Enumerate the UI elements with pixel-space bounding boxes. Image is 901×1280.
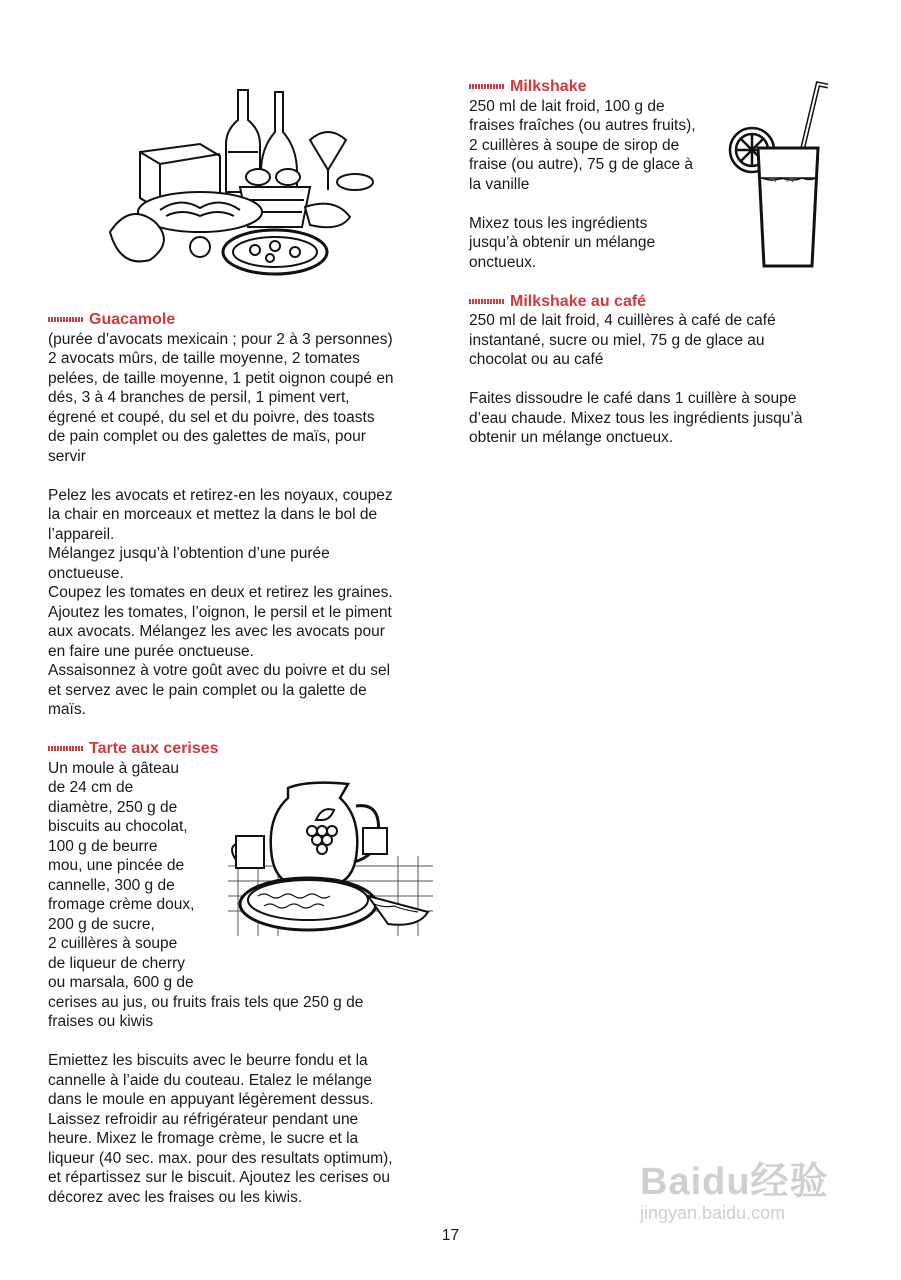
milkshake-cafe-steps-line: d’eau chaude. Mixez tous les ingrédients jusqu’à	[469, 409, 803, 427]
milkshake-steps-line: jusqu’à obtenir un mélange	[469, 234, 656, 251]
milkshake-ingredients-line: fraise (ou autre), 75 g de glace à	[469, 156, 694, 173]
guacamole-steps-line: l’appareil.	[48, 525, 115, 543]
tarte-ingredients-line: ou marsala, 600 g de	[48, 974, 194, 991]
guacamole-steps-line: Assaisonnez à votre goût avec du poivre et du sel	[48, 662, 391, 679]
watermark-logo: Baidu经验	[640, 1161, 829, 1203]
guacamole-steps-line: maïs.	[48, 701, 86, 718]
milkshake-steps-line: onctueux.	[469, 253, 537, 271]
milkshake-cafe-ingredients-line: chocolat ou au café	[469, 351, 604, 368]
page-number: 17	[441, 1227, 460, 1244]
tarte-steps-line: Emiettez les biscuits avec le beurre fondu et la	[48, 1052, 368, 1069]
milkshake-ingredients-line: fraises fraîches (ou autres fruits),	[469, 117, 696, 134]
guacamole-steps-line: onctueuse.	[48, 564, 124, 582]
svg-text:· ° · · °: · ° · · °	[774, 176, 801, 186]
guacamole-steps-line: Coupez les tomates en deux et retirez les graines.	[48, 584, 393, 601]
milkshake-cafe-ingredients-line: instantané, sucre ou miel, 75 g de glace au	[469, 331, 765, 349]
heading-bullet-icon	[469, 84, 504, 89]
guacamole-ingredients-line: servir	[48, 447, 86, 465]
tarte-ingredients	[48, 759, 443, 1032]
tarte-ingredients-line: fromage crème doux,	[48, 896, 195, 913]
tarte-steps-line: dans le moule en appuyant légèrement dessus.	[48, 1091, 374, 1108]
milkshake-cafe-steps-line: Faites dissoudre le café dans 1 cuillère à soupe	[469, 390, 797, 407]
milkshake-ingredients-line: 2 cuillères à soupe de sirop de	[469, 136, 680, 154]
guacamole-steps-line: Mélangez jusqu’à l’obtention d’une purée	[48, 545, 330, 562]
milkshake-title: Milkshake	[510, 78, 587, 95]
right-column	[469, 77, 849, 448]
guacamole-steps	[48, 486, 443, 720]
guacamole-ingredients-line: égrené et coupé, du sel et du poivre, des toasts	[48, 408, 375, 426]
guacamole-steps-line: Pelez les avocats et retirez-en les noyaux, coupez	[48, 486, 393, 504]
milkshake-cafe-steps	[469, 389, 849, 448]
guacamole-steps-line: Ajoutez les tomates, l’oignon, le persil et le piment	[48, 603, 392, 621]
tarte-ingredients-line: 2 cuillères à soupe	[48, 935, 178, 952]
heading-bullet-icon	[48, 746, 83, 751]
guacamole-heading	[48, 310, 443, 330]
tarte-ingredients-line: cerises au jus, ou fruits frais tels que 250 g de	[48, 993, 364, 1011]
tarte-ingredients-line: de liqueur de cherry	[48, 954, 185, 972]
tarte-steps-line: et répartissez sur le biscuit. Ajoutez les cerises ou	[48, 1169, 391, 1186]
guacamole-steps-line: la chair en morceaux et mettez la dans le bol de	[48, 506, 378, 523]
tarte-steps	[48, 1051, 443, 1207]
watermark-url: jingyan.baidu.com	[640, 1203, 786, 1223]
tarte-title: Tarte aux cerises	[89, 740, 219, 757]
heading-bullet-icon	[48, 317, 83, 322]
milkshake-cafe-ingredients	[469, 311, 849, 370]
milkshake-cafe-heading	[469, 292, 849, 312]
tarte-ingredients-line: 200 g de sucre,	[48, 915, 155, 933]
tarte-steps-line: Laissez refroidir au réfrigérateur pendant une	[48, 1110, 359, 1128]
tarte-steps-line: heure. Mixez le fromage crème, le sucre et la	[48, 1130, 359, 1147]
milkshake-heading	[469, 77, 849, 97]
tarte-heading	[48, 739, 443, 759]
guacamole-steps-line: aux avocats. Mélangez les avec les avocats pour	[48, 623, 385, 640]
milkshake-ingredients-line: 250 ml de lait froid, 100 g de	[469, 97, 665, 115]
milkshake-ingredients	[469, 97, 849, 195]
guacamole-title: Guacamole	[89, 311, 176, 328]
tarte-ingredients-line: Un moule à gâteau	[48, 759, 179, 777]
guacamole-ingredients-line: 2 avocats mûrs, de taille moyenne, 2 tomates	[48, 350, 360, 367]
guacamole-ingredients	[48, 349, 443, 466]
milkshake-cafe-steps-line: obtenir un mélange onctueux.	[469, 429, 674, 446]
guacamole-ingredients-line: de pain complet ou des galettes de maïs, pour	[48, 428, 366, 445]
tarte-steps-line: cannelle à l’aide du couteau. Etalez le mélange	[48, 1071, 373, 1089]
guacamole-subtitle: (purée d’avocats mexicain ; pour 2 à 3 personnes)	[48, 330, 393, 348]
tarte-ingredients-line: cannelle, 300 g de	[48, 876, 175, 894]
left-column	[48, 310, 443, 1207]
guacamole-steps-line: et servez avec le pain complet ou la galette de	[48, 681, 367, 699]
tarte-ingredients-line: de 24 cm de	[48, 779, 134, 796]
guacamole-ingredients-line: dés, 3 à 4 branches de persil, 1 piment vert,	[48, 389, 350, 406]
tarte-ingredients-line: fraises ou kiwis	[48, 1013, 154, 1030]
tarte-ingredients-line: mou, une pincée de	[48, 857, 185, 874]
food-illustration	[100, 82, 390, 278]
heading-bullet-icon	[469, 299, 504, 304]
milkshake-steps-line: Mixez tous les ingrédients	[469, 214, 648, 232]
tarte-ingredients-line: diamètre, 250 g de	[48, 798, 178, 816]
milkshake-steps	[469, 214, 849, 273]
baidu-watermark	[640, 1150, 829, 1224]
guacamole-ingredients-line: pelées, de taille moyenne, 1 petit oignon coupé en	[48, 369, 394, 387]
guacamole-steps-line: en faire une purée onctueuse.	[48, 642, 254, 660]
tarte-steps-line: liqueur (40 sec. max. pour des resultats optimum),	[48, 1149, 393, 1167]
milkshake-cafe-ingredients-line: 250 ml de lait froid, 4 cuillères à café de café	[469, 312, 776, 329]
tarte-ingredients-line: 100 g de beurre	[48, 837, 158, 855]
milkshake-cafe-title: Milkshake au café	[510, 292, 647, 310]
milkshake-ingredients-line: la vanille	[469, 175, 530, 193]
tarte-ingredients-line: biscuits au chocolat,	[48, 818, 188, 835]
tarte-steps-line: décorez avec les fraises ou les kiwis.	[48, 1188, 303, 1206]
